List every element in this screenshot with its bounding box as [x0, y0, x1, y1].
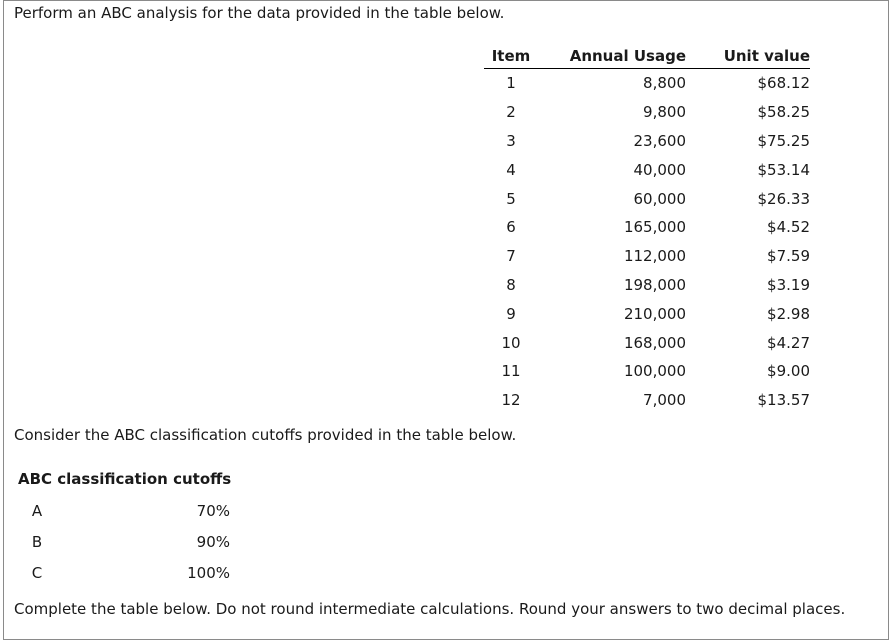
- cell-annual-usage: 60,000: [633, 189, 686, 208]
- cell-annual-usage: 198,000: [623, 275, 686, 294]
- cutoff-percentage: 100%: [187, 564, 230, 582]
- cell-item: 1: [506, 74, 516, 93]
- cell-annual-usage: 23,600: [633, 131, 686, 150]
- consider-text: Consider the ABC classification cutoffs provided in the table below.: [14, 426, 517, 444]
- table-row: [484, 127, 810, 156]
- cell-unit-value: $68.12: [757, 74, 810, 93]
- intro-text: Perform an ABC analysis for the data provided in the table below.: [14, 4, 505, 22]
- header-annual-usage: Annual Usage: [538, 44, 700, 69]
- cell-item: 4: [506, 160, 516, 179]
- cell-item: 12: [501, 391, 521, 410]
- table-row: [484, 299, 810, 328]
- cell-unit-value: $4.27: [767, 333, 810, 352]
- table-row: [484, 328, 810, 357]
- cell-annual-usage: 210,000: [623, 304, 686, 323]
- cell-item: 8: [506, 275, 516, 294]
- cell-unit-value: $9.00: [767, 362, 810, 381]
- cell-unit-value: $13.57: [757, 391, 810, 410]
- table-row: [484, 213, 810, 242]
- cell-unit-value: $2.98: [767, 304, 810, 323]
- cell-unit-value: $26.33: [757, 189, 810, 208]
- cutoffs-title: ABC classification cutoffs: [18, 470, 232, 488]
- cell-item: 7: [506, 247, 516, 266]
- cell-annual-usage: 9,800: [643, 103, 686, 122]
- table-row: [484, 242, 810, 271]
- cell-annual-usage: 112,000: [623, 247, 686, 266]
- table-row: [484, 386, 810, 415]
- table-header-row: [484, 44, 810, 69]
- cell-item: 10: [501, 333, 521, 352]
- cell-annual-usage: 8,800: [643, 74, 686, 93]
- header-unit-value: Unit value: [700, 44, 810, 69]
- cutoff-percentage: 70%: [196, 502, 230, 520]
- cell-item: 9: [506, 304, 516, 323]
- cell-unit-value: $53.14: [757, 160, 810, 179]
- cell-item: 2: [506, 103, 516, 122]
- cell-item: 5: [506, 189, 516, 208]
- cell-annual-usage: 168,000: [623, 333, 686, 352]
- cutoff-class: B: [31, 533, 43, 551]
- table-row: [484, 357, 810, 386]
- item-data-table: [484, 44, 810, 415]
- cell-annual-usage: 40,000: [633, 160, 686, 179]
- cell-unit-value: $75.25: [757, 131, 810, 150]
- cell-unit-value: $58.25: [757, 103, 810, 122]
- cell-unit-value: $4.52: [767, 218, 810, 237]
- table-row: [484, 98, 810, 127]
- table-row: [484, 184, 810, 213]
- cell-annual-usage: 165,000: [623, 218, 686, 237]
- header-item: Item: [484, 44, 538, 69]
- cutoff-percentage: 90%: [196, 533, 230, 551]
- cell-annual-usage: 7,000: [643, 391, 686, 410]
- cutoff-class: A: [31, 502, 43, 520]
- cutoff-class: C: [31, 564, 43, 582]
- cell-item: 3: [506, 131, 516, 150]
- table-row: [484, 271, 810, 300]
- cell-unit-value: $3.19: [767, 275, 810, 294]
- instruction-text: Complete the table below. Do not round intermediate calculations. Round your answers to two decimal places.: [14, 600, 846, 618]
- cell-item: 11: [501, 362, 521, 381]
- table-body: [484, 69, 810, 415]
- cell-item: 6: [506, 218, 516, 237]
- table-row: [484, 69, 810, 98]
- cell-unit-value: $7.59: [767, 247, 810, 266]
- cell-annual-usage: 100,000: [623, 362, 686, 381]
- table-row: [484, 155, 810, 184]
